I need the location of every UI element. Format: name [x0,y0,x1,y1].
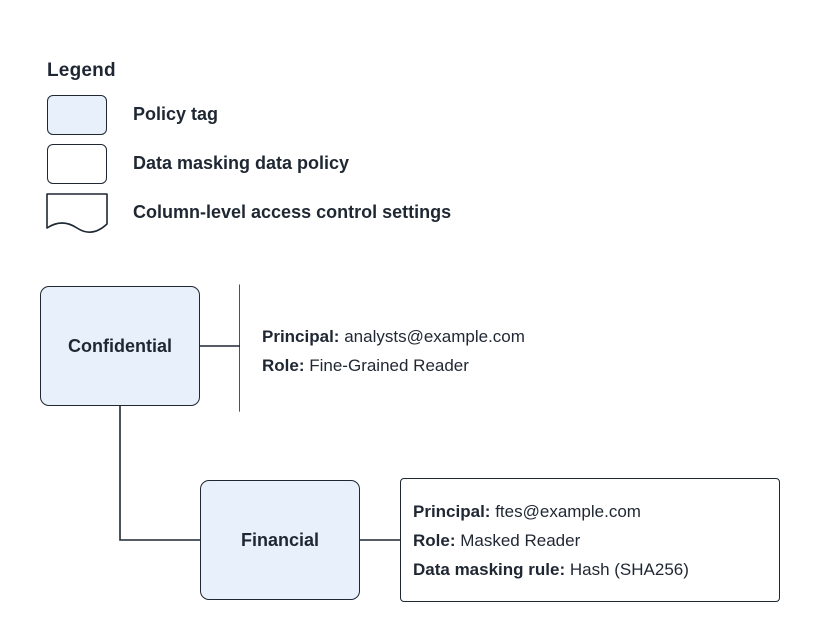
callout-line-key: Principal: [413,502,491,521]
connector-confidential-financial [120,406,200,540]
callout-line-key: Principal: [262,327,340,346]
callout-line-key: Role: [262,356,305,375]
node-label: Financial [240,529,320,550]
callout-line-value: ftes@example.com [495,502,641,521]
callout-line-key: Data masking rule: [413,560,566,579]
callout-line [413,497,779,526]
legend-item-label: Policy tag [133,104,219,124]
legend-title: Legend [47,60,116,81]
callout-line-value: Masked Reader [460,531,581,550]
callout-financial [400,478,780,602]
callout-line [413,526,779,555]
callout-line [262,322,625,351]
legend-item-label: Column-level access control settings [133,202,452,222]
callout-line-value: analysts@example.com [344,327,525,346]
node-financial[interactable] [200,480,360,600]
policy-tag-swatch [47,95,107,135]
data-policy-swatch [47,144,107,184]
callout-confidential [240,284,625,412]
callout-line-key: Role: [413,531,456,550]
callout-line [262,351,625,380]
node-confidential[interactable] [40,286,200,406]
node-label: Confidential [68,335,172,356]
access-control-swatch [47,193,107,233]
callout-line-value: Hash (SHA256) [569,560,689,579]
callout-line-value: Fine-Grained Reader [309,356,469,375]
callout-line [413,555,779,584]
legend-item-label: Data masking data policy [133,153,350,173]
